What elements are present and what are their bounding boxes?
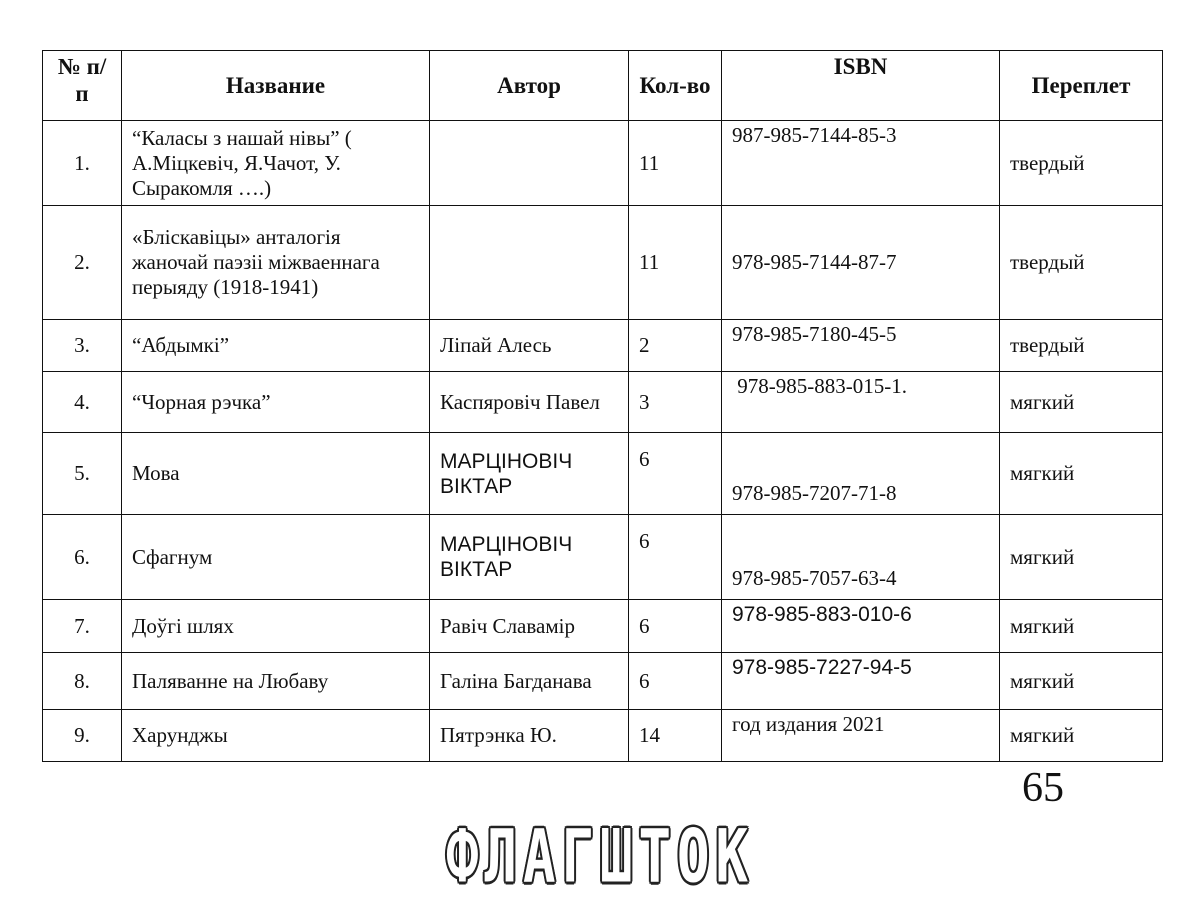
table-row: [43, 515, 1163, 600]
row-author: Ліпай Алесь: [430, 320, 629, 372]
row-title: Доўгі шлях: [122, 600, 430, 653]
header-binding: Переплет: [1000, 51, 1163, 121]
table-row: [43, 320, 1163, 372]
row-author: [430, 121, 629, 206]
table-row: [43, 710, 1163, 762]
row-num: 1.: [43, 121, 122, 206]
table-row: [43, 121, 1163, 206]
row-isbn: 978-985-7227-94-5: [722, 653, 1000, 710]
row-binding: мягкий: [1000, 653, 1163, 710]
row-isbn: год издания 2021: [722, 710, 1000, 762]
row-binding: мягкий: [1000, 433, 1163, 515]
row-qty: 6: [629, 600, 722, 653]
row-isbn: 978-985-883-010-6: [722, 600, 1000, 653]
table-row: [43, 433, 1163, 515]
row-author: Галіна Багданава: [430, 653, 629, 710]
row-author: Равіч Славамір: [430, 600, 629, 653]
row-qty: 14: [629, 710, 722, 762]
row-title: «Бліскавіцы» анталогія жаночай паэзіі міжваеннага перыяду (1918-1941): [122, 206, 430, 320]
row-title: “Абдымкі”: [122, 320, 430, 372]
row-title: Харунджы: [122, 710, 430, 762]
header-num: № п/п: [43, 51, 122, 121]
row-isbn: 978-985-7180-45-5: [722, 320, 1000, 372]
row-author: МАРЦІНОВІЧ ВІКТАР: [430, 433, 629, 515]
row-binding: твердый: [1000, 320, 1163, 372]
flagshtok-logo: ФЛАГШТОК: [445, 813, 755, 899]
row-qty: 6: [629, 515, 722, 600]
row-num: 2.: [43, 206, 122, 320]
row-qty: 6: [629, 433, 722, 515]
table-row: [43, 372, 1163, 433]
row-num: 9.: [43, 710, 122, 762]
table-row: [43, 653, 1163, 710]
header-qty: Кол-во: [629, 51, 722, 121]
row-binding: мягкий: [1000, 600, 1163, 653]
row-num: 8.: [43, 653, 122, 710]
header-row: [43, 51, 1163, 121]
row-binding: мягкий: [1000, 710, 1163, 762]
row-author: Каспяровіч Павел: [430, 372, 629, 433]
header-title: Название: [122, 51, 430, 121]
row-author: Пятрэнка Ю.: [430, 710, 629, 762]
row-title: Паляванне на Любаву: [122, 653, 430, 710]
row-isbn: 987-985-7144-85-3: [722, 121, 1000, 206]
row-qty: 3: [629, 372, 722, 433]
table-row: [43, 206, 1163, 320]
row-isbn: 978-985-7207-71-8: [722, 433, 1000, 515]
header-isbn: ISBN: [722, 51, 1000, 121]
row-isbn: 978-985-7144-87-7: [722, 206, 1000, 320]
row-title: “Каласы з нашай нівы” ( А.Міцкевіч, Я.Чачот, У. Сыракомля ….): [122, 121, 430, 206]
row-title: Мова: [122, 433, 430, 515]
row-num: 5.: [43, 433, 122, 515]
row-num: 7.: [43, 600, 122, 653]
row-num: 3.: [43, 320, 122, 372]
row-num: 4.: [43, 372, 122, 433]
row-author: МАРЦІНОВІЧ ВІКТАР: [430, 515, 629, 600]
row-binding: мягкий: [1000, 372, 1163, 433]
page-number: 65: [1022, 765, 1064, 811]
row-isbn: 978-985-883-015-1.: [722, 372, 1000, 433]
row-author: [430, 206, 629, 320]
row-qty: 2: [629, 320, 722, 372]
row-binding: твердый: [1000, 206, 1163, 320]
row-qty: 11: [629, 121, 722, 206]
row-binding: мягкий: [1000, 515, 1163, 600]
row-binding: твердый: [1000, 121, 1163, 206]
row-title: “Чорная рэчка”: [122, 372, 430, 433]
row-qty: 6: [629, 653, 722, 710]
row-isbn: 978-985-7057-63-4: [722, 515, 1000, 600]
header-author: Автор: [430, 51, 629, 121]
books-table: [42, 50, 1163, 762]
table-row: [43, 600, 1163, 653]
row-qty: 11: [629, 206, 722, 320]
row-title: Сфагнум: [122, 515, 430, 600]
row-num: 6.: [43, 515, 122, 600]
